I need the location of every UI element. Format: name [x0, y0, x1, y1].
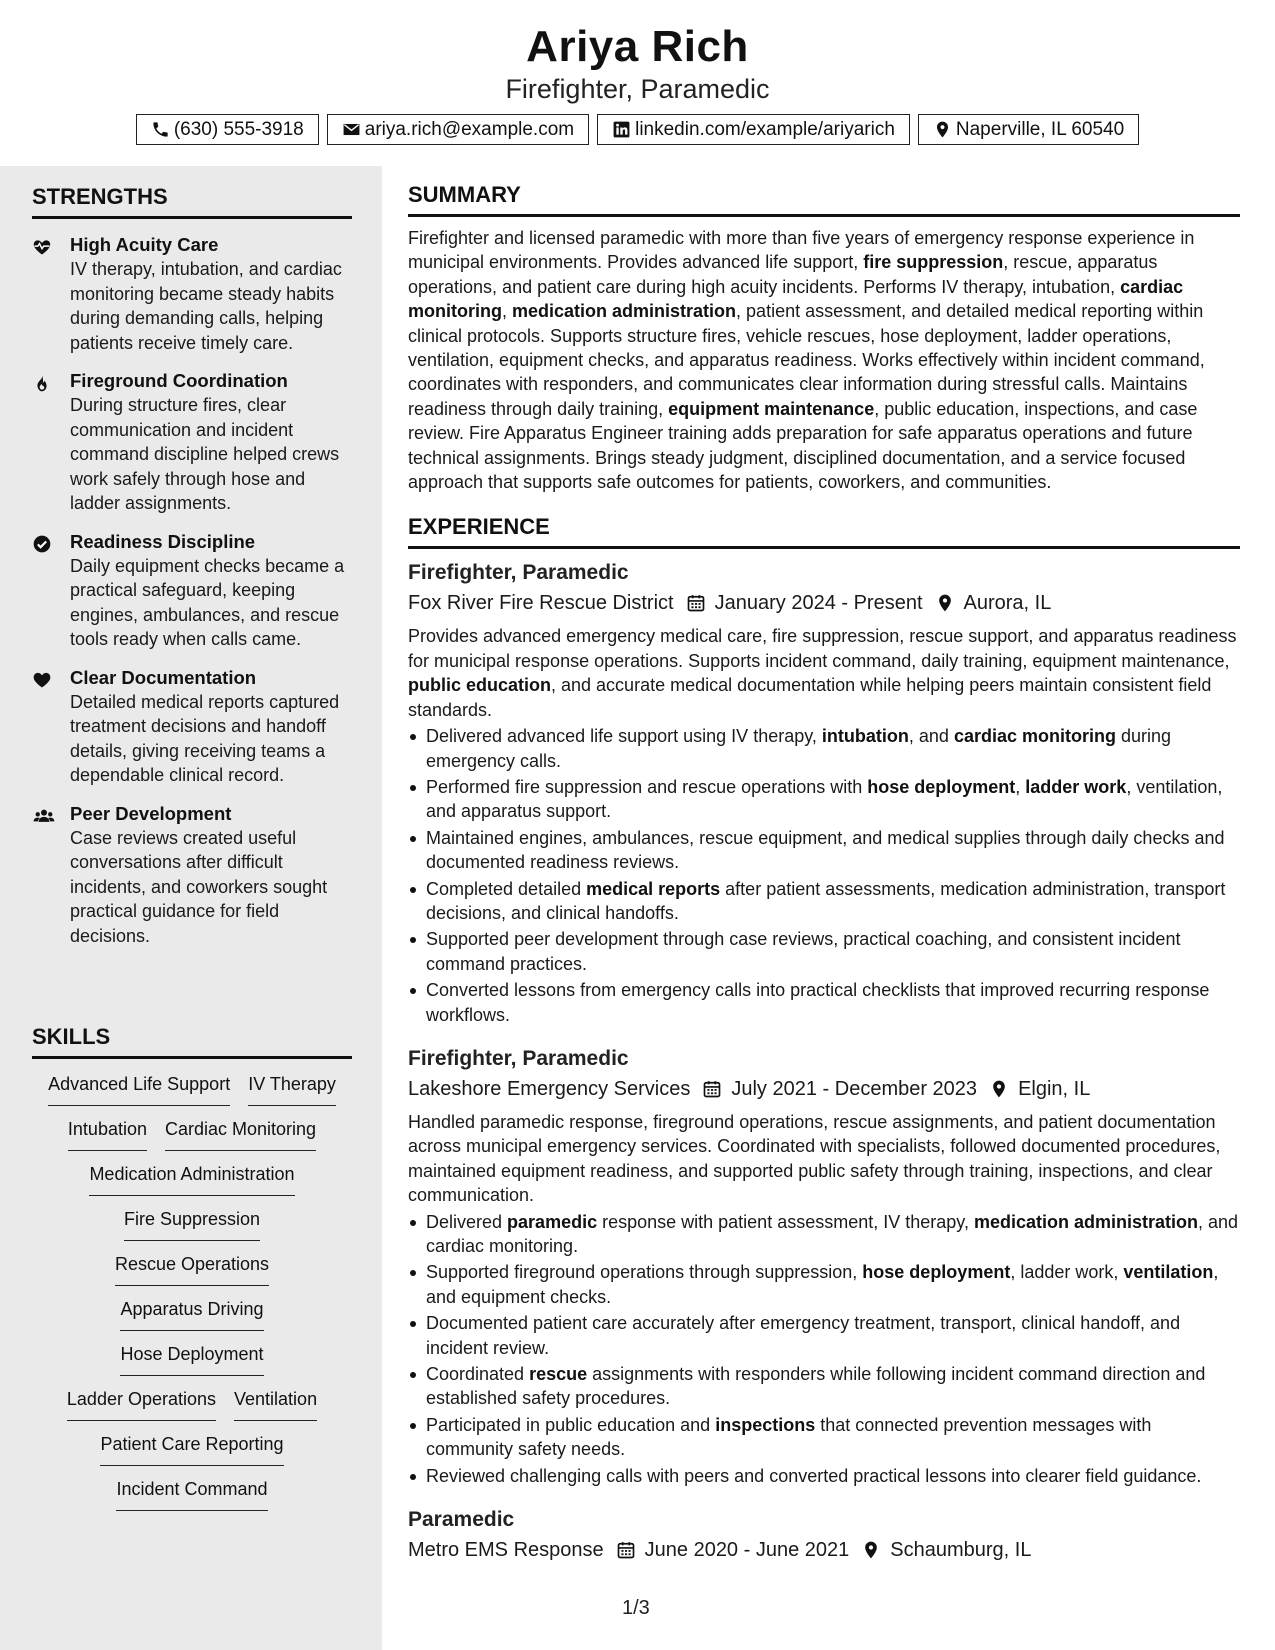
emphasis-text: rescue: [529, 1364, 588, 1385]
bullet-item: [408, 1464, 1240, 1488]
emphasis-text: medication administration: [512, 301, 737, 322]
strength-text: During structure fires, clear communication and incident command discipline helped crews work safely through hose and ladder assignments.: [70, 395, 340, 513]
emphasis-text: inspections: [715, 1414, 816, 1435]
strength-item: [32, 666, 352, 788]
job-location: Schaumburg, IL: [890, 1539, 1032, 1562]
contact-linkedin[interactable]: [597, 114, 910, 145]
job-description: [408, 1110, 1240, 1208]
summary-text: [408, 226, 1240, 494]
job-entry: [408, 1506, 1240, 1563]
strength-title: High Acuity Care: [70, 234, 219, 255]
bullet-item: [408, 826, 1240, 875]
emphasis-text: ladder work: [1025, 776, 1127, 797]
bullet-item: [408, 1260, 1240, 1309]
skill-tag: Ventilation: [234, 1378, 317, 1421]
text-run: during emergency calls.: [426, 726, 1172, 771]
text-run: Completed detailed: [426, 878, 587, 899]
map-pin-icon: [935, 593, 955, 613]
bullet-item: [408, 1362, 1240, 1411]
phone-icon: [151, 120, 170, 139]
skill-tag: Medication Administration: [89, 1153, 294, 1196]
emphasis-text: equipment maintenance: [668, 398, 875, 419]
strength-title: Peer Development: [70, 802, 232, 824]
text-run: assignments with responders while following incident command direction and established safety procedures.: [426, 1364, 1206, 1409]
job-dates: July 2021 - December 2023: [731, 1077, 978, 1100]
contact-location: [918, 114, 1139, 145]
skills-list: [32, 1063, 352, 1513]
skill-tag: Fire Suppression: [124, 1198, 260, 1241]
skill-tag: Patient Care Reporting: [100, 1423, 283, 1466]
users-icon: [32, 806, 56, 826]
skill-tag: Hose Deployment: [120, 1333, 263, 1376]
strength-item: [32, 802, 352, 949]
contact-phone[interactable]: [136, 114, 319, 145]
contact-email-text: ariya.rich@example.com: [364, 118, 575, 140]
heartbeat-icon: [32, 237, 52, 257]
text-run: response with patient assessment, IV therapy,: [597, 1211, 974, 1232]
text-run: Handled paramedic response, fireground operations, rescue assignments, and patient documentation across municipal emergency services. Coordinated with specialists, followed documented procedures, maintained equipment readiness, and supported public safety through training, inspections, and clear communication.: [408, 1111, 1221, 1206]
bullet-item: [408, 877, 1240, 926]
text-run: Converted lessons from emergency calls into practical checklists that improved recurring response workflows.: [426, 980, 1210, 1025]
emphasis-text: hose deployment: [862, 1262, 1011, 1283]
job-company: Lakeshore Emergency Services: [408, 1077, 691, 1100]
resume-header: [0, 0, 1275, 166]
skill-tag: Ladder Operations: [67, 1378, 216, 1421]
emphasis-text: medication administration: [973, 1211, 1198, 1232]
strength-title: Clear Documentation: [70, 666, 257, 688]
contact-email[interactable]: [327, 114, 589, 145]
map-pin-icon: [989, 1079, 1009, 1099]
page-number: 1/3: [622, 1597, 650, 1619]
text-run: Performed fire suppression and rescue operations with: [426, 776, 868, 797]
candidate-title: Firefighter, Paramedic: [505, 74, 770, 104]
text-run: Supported fireground operations through suppression,: [426, 1262, 863, 1283]
emphasis-text: public education: [408, 675, 552, 696]
skills-section: [32, 1024, 352, 1513]
text-run: Provides advanced emergency medical care, fire suppression, rescue support, and apparatus readiness for municipal response operations. Supports incident command, daily training, equipment maintenance,: [408, 626, 1237, 671]
strength-title: Fireground Coordination: [70, 370, 288, 391]
text-run: that connected prevention messages with community safety needs.: [426, 1414, 1152, 1460]
strength-text: Daily equipment checks became a practical safeguard, keeping engines, ambulances, and rescue tools ready when calls came.: [70, 555, 345, 649]
heart-icon: [32, 670, 52, 690]
strength-title: Readiness Discipline: [70, 530, 256, 552]
text-run: Firefighter and licensed paramedic with more than five years of emergency response experience in municipal environments. Provides advanced life support,: [408, 228, 1195, 273]
strength-item: [32, 369, 352, 516]
strength-item: [32, 530, 352, 652]
emphasis-text: paramedic: [507, 1211, 598, 1232]
text-run: , and accurate medical documentation while helping peers maintain consistent field standards.: [408, 675, 1212, 720]
skill-tag: Apparatus Driving: [120, 1288, 263, 1331]
candidate-name: Ariya Rich: [526, 22, 749, 71]
sidebar: [0, 166, 382, 1650]
text-run: Supported peer development through case reviews, practical coaching, and consistent incident command practices.: [426, 929, 1181, 974]
job-list: [408, 559, 1240, 1563]
skill-tag: Intubation: [68, 1108, 147, 1151]
text-run: , and equipment checks.: [426, 1262, 1219, 1307]
map-pin-icon: [861, 1540, 881, 1560]
strength-text: IV therapy, intubation, and cardiac monitoring became steady habits during demanding calls, helping patients receive timely care.: [70, 259, 342, 353]
job-bullets: [408, 1210, 1240, 1488]
check-circle-icon: [32, 534, 52, 554]
main-content: [408, 182, 1240, 1563]
strength-item: [32, 233, 352, 355]
bullet-item: [408, 978, 1240, 1027]
text-run: , and: [908, 726, 954, 747]
job-title: Firefighter, Paramedic: [408, 561, 629, 585]
strengths-heading: STRENGTHS: [32, 184, 352, 219]
contact-linkedin-text: linkedin.com/example/ariyarich: [635, 118, 895, 140]
text-run: Coordinated: [426, 1364, 530, 1385]
experience-heading: EXPERIENCE: [408, 514, 1240, 549]
skill-tag: IV Therapy: [248, 1063, 336, 1106]
job-dates: January 2024 - Present: [714, 592, 923, 615]
job-title: Firefighter, Paramedic: [408, 1046, 629, 1070]
text-run: , public education, inspections, and case review. Fire Apparatus Engineer training adds preparation for safe apparatus operations and future technical assignments. Brings steady judgment, disciplined documentation, and a service focused approach that supports safe outcomes for patients, coworkers, and communities.: [408, 398, 1198, 493]
skill-tag: Cardiac Monitoring: [165, 1108, 316, 1151]
text-run: Participated in public education and: [426, 1414, 716, 1435]
skill-tag: Incident Command: [116, 1468, 267, 1511]
job-location: Aurora, IL: [963, 592, 1052, 615]
job-entry: [408, 1045, 1240, 1488]
bullet-item: [408, 724, 1240, 773]
job-location: Elgin, IL: [1018, 1077, 1091, 1100]
skill-tag: Advanced Life Support: [48, 1063, 230, 1106]
text-run: , patient assessment, and detailed medical reporting within clinical protocols. Supports structure fires, vehicle rescues, hose deployment, ladder operations, ventilation, equipment checks, and apparatus readiness. Works effectively within incident command, coordinates with responders, and communicates clear information during stressful calls. Maintains readiness through daily training,: [408, 301, 1205, 419]
strengths-section: [32, 184, 352, 948]
text-run: after patient assessments, medication administration, transport decisions, and clinical handoffs.: [426, 878, 1226, 923]
calendar-icon: [616, 1540, 636, 1560]
summary-heading: SUMMARY: [408, 182, 1240, 217]
job-dates: June 2020 - June 2021: [644, 1539, 850, 1562]
emphasis-text: intubation: [821, 726, 909, 747]
bullet-item: [408, 1210, 1240, 1259]
job-description: [408, 624, 1240, 722]
text-run: , rescue, apparatus operations, and patient care during high acuity incidents. Performs IV therapy, intubation,: [408, 252, 1158, 297]
contact-bar: [0, 114, 1275, 145]
contact-location-text: Naperville, IL 60540: [955, 118, 1125, 140]
calendar-icon: [702, 1079, 722, 1099]
text-run: Delivered advanced life support using IV therapy,: [426, 726, 822, 747]
calendar-icon: [686, 593, 706, 613]
emphasis-text: hose deployment: [867, 776, 1016, 797]
job-title: Paramedic: [408, 1508, 515, 1532]
strength-text: Case reviews created useful conversations after difficult incidents, and coworkers sought practical guidance for field decisions.: [70, 827, 328, 946]
text-run: Delivered: [426, 1211, 508, 1232]
text-run: Documented patient care accurately after emergency treatment, transport, clinical handoff, and incident review.: [426, 1313, 1181, 1358]
bullet-item: [408, 927, 1240, 976]
emphasis-text: cardiac monitoring: [408, 276, 1184, 322]
contact-phone-text: (630) 555-3918: [173, 118, 304, 140]
bullet-item: [408, 1311, 1240, 1360]
strength-text: Detailed medical reports captured treatment decisions and handoff details, giving receiving teams a dependable clinical record.: [70, 691, 340, 785]
map-pin-icon: [933, 120, 952, 139]
text-run: ,: [501, 301, 512, 322]
linkedin-icon: [612, 120, 631, 139]
job-meta: [408, 1537, 1240, 1563]
emphasis-text: cardiac monitoring: [953, 726, 1116, 747]
job-entry: [408, 559, 1240, 1027]
experience-section: [408, 514, 1240, 1563]
text-run: Maintained engines, ambulances, rescue equipment, and medical supplies through daily checks and documented readiness reviews.: [426, 827, 1225, 873]
envelope-icon: [342, 120, 361, 139]
emphasis-text: ventilation: [1123, 1262, 1214, 1283]
skill-tag: Rescue Operations: [115, 1243, 269, 1286]
flame-icon: [32, 373, 52, 393]
skills-heading: SKILLS: [32, 1024, 352, 1059]
bullet-item: [408, 1413, 1240, 1462]
text-run: ,: [1015, 776, 1026, 797]
job-meta: [408, 590, 1240, 616]
emphasis-text: fire suppression: [863, 252, 1004, 273]
bullet-item: [408, 775, 1240, 824]
summary-section: [408, 182, 1240, 494]
text-run: , ventilation, and apparatus support.: [426, 776, 1223, 822]
job-meta: [408, 1076, 1240, 1102]
job-company: Fox River Fire Rescue District: [408, 592, 674, 615]
text-run: Reviewed challenging calls with peers and converted practical lessons into clearer field guidance.: [426, 1465, 1202, 1486]
emphasis-text: medical reports: [586, 878, 721, 899]
text-run: , ladder work,: [1010, 1262, 1124, 1283]
text-run: , and cardiac monitoring.: [426, 1211, 1239, 1256]
job-bullets: [408, 724, 1240, 1027]
job-company: Metro EMS Response: [408, 1539, 604, 1562]
